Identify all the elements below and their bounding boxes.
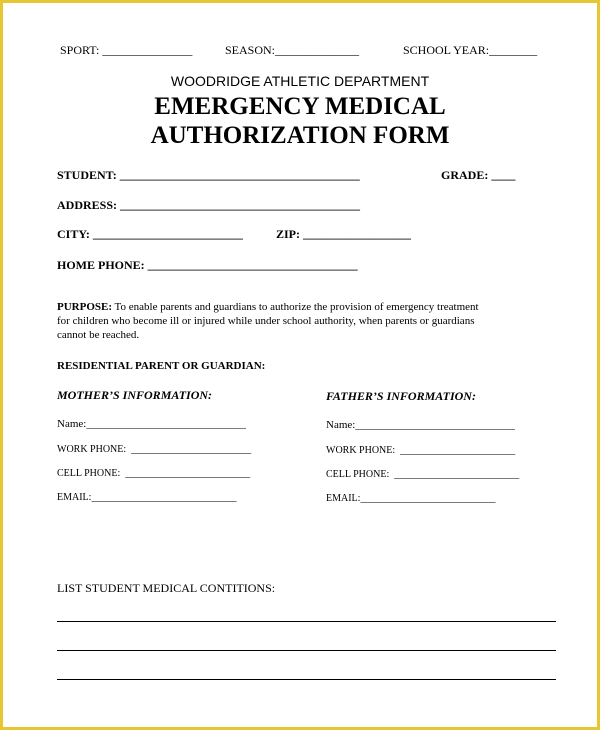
school-year-blank[interactable]: ________ <box>489 43 538 57</box>
school-year-field[interactable] <box>403 43 537 58</box>
father-heading: FATHER’S INFORMATION: <box>326 389 476 403</box>
sport-field[interactable] <box>60 43 192 58</box>
mother-email-blank[interactable]: _____________________________ <box>91 492 237 503</box>
city-label: CITY: <box>57 227 90 241</box>
conditions-line-3[interactable] <box>57 679 556 680</box>
father-cell-label: CELL PHONE: <box>326 469 390 480</box>
purpose-line2: for children who become ill or injured while under school authority, when parents or guardians <box>57 315 475 327</box>
mother-name-blank[interactable]: _____________________________ <box>86 418 246 430</box>
father-name-field[interactable] <box>326 419 515 431</box>
father-name-label: Name: <box>326 419 356 431</box>
sport-label: SPORT: <box>60 43 100 57</box>
purpose-line1 <box>57 301 479 313</box>
mother-work-label: WORK PHONE: <box>57 444 127 455</box>
city-blank[interactable]: _________________________ <box>92 227 243 241</box>
purpose-text-1: To enable parents and guardians to authorize the provision of emergency treatment <box>112 301 479 313</box>
father-email-label: EMAIL: <box>326 493 361 504</box>
purpose-line3: cannot be reached. <box>57 329 140 341</box>
mother-name-label: Name: <box>57 418 87 430</box>
grade-blank[interactable]: ____ <box>491 168 516 182</box>
zip-field[interactable] <box>276 227 411 242</box>
mother-work-blank[interactable]: ________________________ <box>131 444 252 455</box>
student-blank[interactable]: ________________________________________ <box>119 168 360 182</box>
school-year-label: SCHOOL YEAR: <box>403 43 490 57</box>
form-title-line2: AUTHORIZATION FORM <box>150 122 450 149</box>
mother-cell-phone-field[interactable] <box>57 468 250 479</box>
city-field[interactable] <box>57 227 243 242</box>
guardian-heading: RESIDENTIAL PARENT OR GUARDIAN: <box>57 360 266 372</box>
mother-email-field[interactable] <box>57 492 236 503</box>
father-cell-phone-field[interactable] <box>326 469 519 480</box>
address-field[interactable] <box>57 198 360 213</box>
mother-heading: MOTHER’S INFORMATION: <box>57 388 213 402</box>
season-blank[interactable]: ______________ <box>275 43 360 57</box>
conditions-line-2[interactable] <box>57 650 556 651</box>
home-phone-blank[interactable]: ___________________________________ <box>147 258 358 272</box>
father-email-field[interactable] <box>326 493 495 504</box>
father-work-blank[interactable]: _______________________ <box>400 445 516 456</box>
home-phone-label: HOME PHONE: <box>57 258 145 272</box>
season-field[interactable] <box>225 43 359 58</box>
department-name: WOODRIDGE ATHLETIC DEPARTMENT <box>170 73 430 89</box>
grade-label: GRADE: <box>441 168 489 182</box>
conditions-heading: LIST STUDENT MEDICAL CONTITIONS: <box>57 581 276 595</box>
grade-field[interactable] <box>441 168 515 183</box>
home-phone-field[interactable] <box>57 258 358 273</box>
father-email-blank[interactable]: ___________________________ <box>360 493 496 504</box>
sport-blank[interactable]: _______________ <box>102 43 193 57</box>
mother-work-phone-field[interactable] <box>57 444 251 455</box>
address-blank[interactable]: ________________________________________ <box>120 198 361 212</box>
form-title-line1: EMERGENCY MEDICAL <box>154 93 446 120</box>
purpose-label: PURPOSE: <box>57 301 112 313</box>
conditions-line-1[interactable] <box>57 621 556 622</box>
mother-cell-blank[interactable]: _________________________ <box>125 468 251 479</box>
zip-blank[interactable]: __________________ <box>303 227 411 241</box>
father-work-phone-field[interactable] <box>326 445 515 456</box>
father-cell-blank[interactable]: _________________________ <box>394 469 520 480</box>
mother-email-label: EMAIL: <box>57 492 92 503</box>
season-label: SEASON: <box>225 43 276 57</box>
father-work-label: WORK PHONE: <box>326 445 396 456</box>
mother-name-field[interactable] <box>57 418 246 430</box>
address-label: ADDRESS: <box>57 198 118 212</box>
student-field[interactable] <box>57 168 360 183</box>
student-label: STUDENT: <box>57 168 117 182</box>
zip-label: ZIP: <box>276 227 300 241</box>
father-name-blank[interactable]: _____________________________ <box>355 419 515 431</box>
mother-cell-label: CELL PHONE: <box>57 468 121 479</box>
